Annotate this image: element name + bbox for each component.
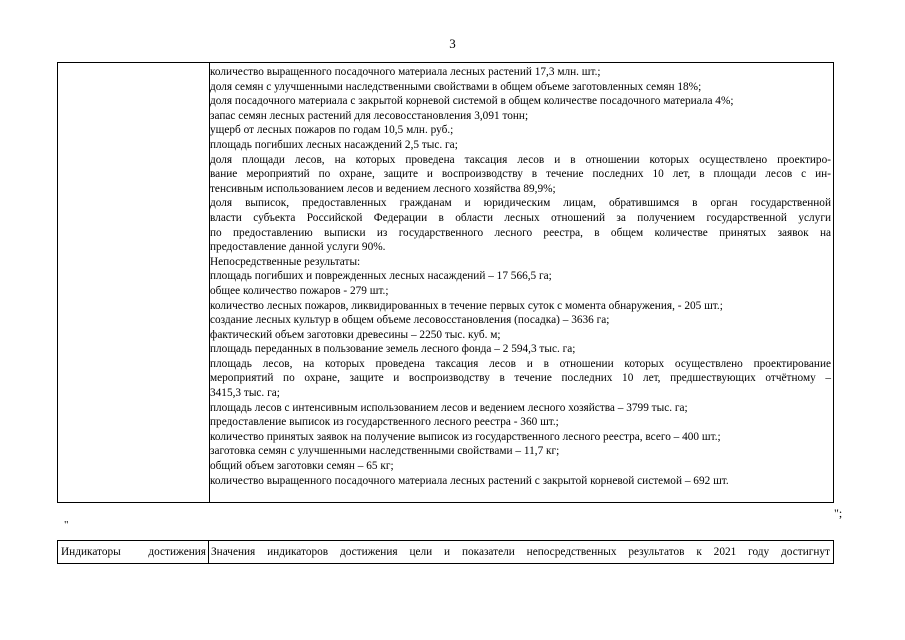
text-line: доля выписок, предоставленных гражданам и юридическим лицам, обратившимся в орган государственной	[210, 197, 831, 210]
text-line: количество выращенного посадочного материала лесных растений с закрытой корневой системой – 692 шт.	[210, 474, 729, 487]
text-line: по предоставлению выписки из государственного лесного реестра, в общем количестве принятых заявок на	[210, 226, 831, 239]
text-line: площадь лесов, на которых проведена таксация лесов и в отношении которых осуществлено проектирование	[210, 357, 831, 370]
text-line: вание мероприятий по охране, защите и воспроизводству в течение последних 10 лет, в площади лесов с ин-	[210, 168, 831, 181]
text-line: заготовка семян с улучшенными наследственными свойствами – 11,7 кг;	[210, 445, 560, 458]
text-line: доля посадочного материала с закрытой корневой системой в общем количестве посадочного материала 4%;	[210, 95, 734, 108]
table-right-cell	[210, 65, 831, 488]
text-line: общий объем заготовки семян – 65 кг;	[210, 460, 394, 473]
text-line: площадь погибших лесных насаждений 2,5 тыс. га;	[210, 138, 458, 151]
text-line: общее количество пожаров - 279 шт.;	[210, 284, 389, 297]
text-line: запас семян лесных растений для лесовосстановления 3,091 тонн;	[210, 109, 529, 122]
closing-quote-mark: ";	[834, 506, 843, 520]
text-line: количество принятых заявок на получение выписок из государственного лесного реестра, всего – 400 шт.;	[210, 430, 721, 443]
text-line: ущерб от лесных пожаров по годам 10,5 млн. руб.;	[210, 124, 454, 137]
program-table-section	[57, 62, 834, 503]
table-left-cell	[58, 63, 210, 502]
text-line: предоставление данной услуги 90%.	[210, 241, 386, 254]
text-line: количество выращенного посадочного материала лесных растений 17,3 млн. шт.;	[210, 66, 601, 78]
text-line: доля семян с улучшенными наследственными свойствами в общем объеме заготовленных семян 18%;	[210, 80, 702, 93]
indicators-value-cell: Значения индикаторов достижения цели и показатели непосредственных результатов к 2021 году достигнут	[211, 546, 830, 558]
text-line: тенсивным использованием лесов и ведением лесного хозяйства 89,9%;	[210, 182, 556, 195]
indicators-table-row	[57, 540, 834, 564]
text-line: создание лесных культур в общем объеме лесовосстановления (посадка) – 3636 га;	[210, 314, 610, 327]
text-line: власти субъекта Российской Федерации в области лесных отношений за получением государственной услуги	[210, 211, 831, 224]
text-line: количество лесных пожаров, ликвидированных в течение первых суток с момента обнаружения, - 205 шт.;	[210, 299, 723, 312]
text-line: доля площади лесов, на которых проведена таксация лесов и в отношении которых осуществлено проектиро-	[210, 153, 831, 166]
section-heading: Непосредственные результаты:	[210, 255, 361, 268]
page-number: 3	[449, 36, 456, 51]
text-line: 3415,3 тыс. га;	[210, 387, 280, 400]
text-line: мероприятий по охране, защите и воспроизводству в течение последних 10 лет, предшествующих отчётному –	[210, 372, 831, 385]
text-line: фактический объем заготовки древесины – 2250 тыс. куб. м;	[210, 328, 501, 341]
text-line: предоставление выписок из государственного лесного реестра - 360 шт.;	[210, 416, 559, 429]
opening-quote-mark: "	[64, 519, 69, 531]
indicators-label-cell: Индикаторы достижения	[58, 541, 209, 563]
text-line: площадь лесов с интенсивным использованием лесов и ведением лесного хозяйства – 3799 тыс. га;	[210, 401, 688, 414]
text-line: площадь погибших и поврежденных лесных насаждений – 17 566,5 га;	[210, 270, 552, 283]
text-line: площадь переданных в пользование земель лесного фонда – 2 594,3 тыс. га;	[210, 343, 576, 356]
